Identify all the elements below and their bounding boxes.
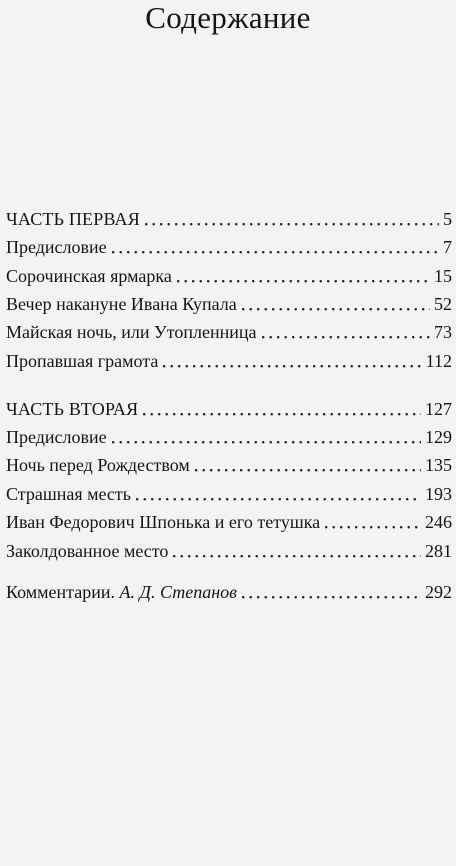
toc-entry-preface-2 xyxy=(6,424,452,450)
dot-leader xyxy=(325,520,421,529)
toc-entry-page: 281 xyxy=(425,541,452,561)
toc-entry-title: Заколдованное место xyxy=(6,541,169,561)
toc-entry-page: 135 xyxy=(425,455,452,475)
dot-leader xyxy=(242,302,430,311)
toc-entry-title: Ночь перед Рождеством xyxy=(6,455,190,475)
toc-entry-page: 129 xyxy=(425,427,452,447)
toc-entry-page: 193 xyxy=(425,484,452,504)
toc-entry-title: Пропавшая грамота xyxy=(6,351,159,371)
toc-entry-page: 5 xyxy=(443,209,452,229)
dot-leader xyxy=(136,492,421,501)
toc-entry-title: Иван Федорович Шпонька и его тетушка xyxy=(6,512,321,532)
dot-leader xyxy=(195,463,421,472)
dot-leader xyxy=(242,590,421,599)
toc-entry-sorochintsy-fair xyxy=(6,263,452,289)
toc-entry-page: 127 xyxy=(425,399,452,419)
toc-entry-title xyxy=(6,579,237,605)
dot-leader xyxy=(163,359,421,368)
toc-entry-terrible-vengeance xyxy=(6,481,452,507)
toc-entry-title: Страшная месть xyxy=(6,484,131,504)
toc-entry-part-two xyxy=(6,396,452,422)
toc-entry-page: 292 xyxy=(425,582,452,602)
toc-entry-christmas-eve xyxy=(6,452,452,478)
toc-entry-title: ЧАСТЬ ПЕРВАЯ xyxy=(6,209,140,229)
toc-entry-page: 7 xyxy=(443,237,452,257)
dot-leader xyxy=(145,217,439,226)
toc-entry-page: 246 xyxy=(425,512,452,532)
dot-leader xyxy=(112,435,421,444)
toc-entry-page: 15 xyxy=(434,266,452,286)
commentary-author: А. Д. Степанов xyxy=(119,582,237,602)
toc-entry-lost-letter xyxy=(6,348,452,374)
toc-entry-page: 73 xyxy=(434,322,452,342)
toc-entry-title: Предисловие xyxy=(6,427,107,447)
toc-entry-title: Сорочинская ярмарка xyxy=(6,266,172,286)
dot-leader xyxy=(173,549,421,558)
toc-entry-page: 52 xyxy=(434,294,452,314)
dot-leader xyxy=(112,245,439,254)
toc-entry-ivan-kupala-eve xyxy=(6,291,452,317)
dot-leader xyxy=(143,407,421,416)
toc-entry-enchanted-place xyxy=(6,538,452,564)
toc-entry-title: Вечер накануне Ивана Купала xyxy=(6,294,237,314)
toc-entry-commentary xyxy=(6,579,452,605)
toc-entry-shponka xyxy=(6,509,452,535)
toc-entry-page: 112 xyxy=(425,351,452,371)
toc-entry-title: Предисловие xyxy=(6,237,107,257)
dot-leader xyxy=(262,330,430,339)
page-title: Содержание xyxy=(145,0,311,35)
toc-entry-part-one xyxy=(6,206,452,232)
toc-entry-preface-1 xyxy=(6,234,452,260)
commentary-label: Комментарии. xyxy=(6,582,116,602)
toc-entry-may-night xyxy=(6,319,452,345)
toc-entry-title: ЧАСТЬ ВТОРАЯ xyxy=(6,399,139,419)
dot-leader xyxy=(177,274,430,283)
toc-entry-title: Майская ночь, или Утопленница xyxy=(6,322,257,342)
